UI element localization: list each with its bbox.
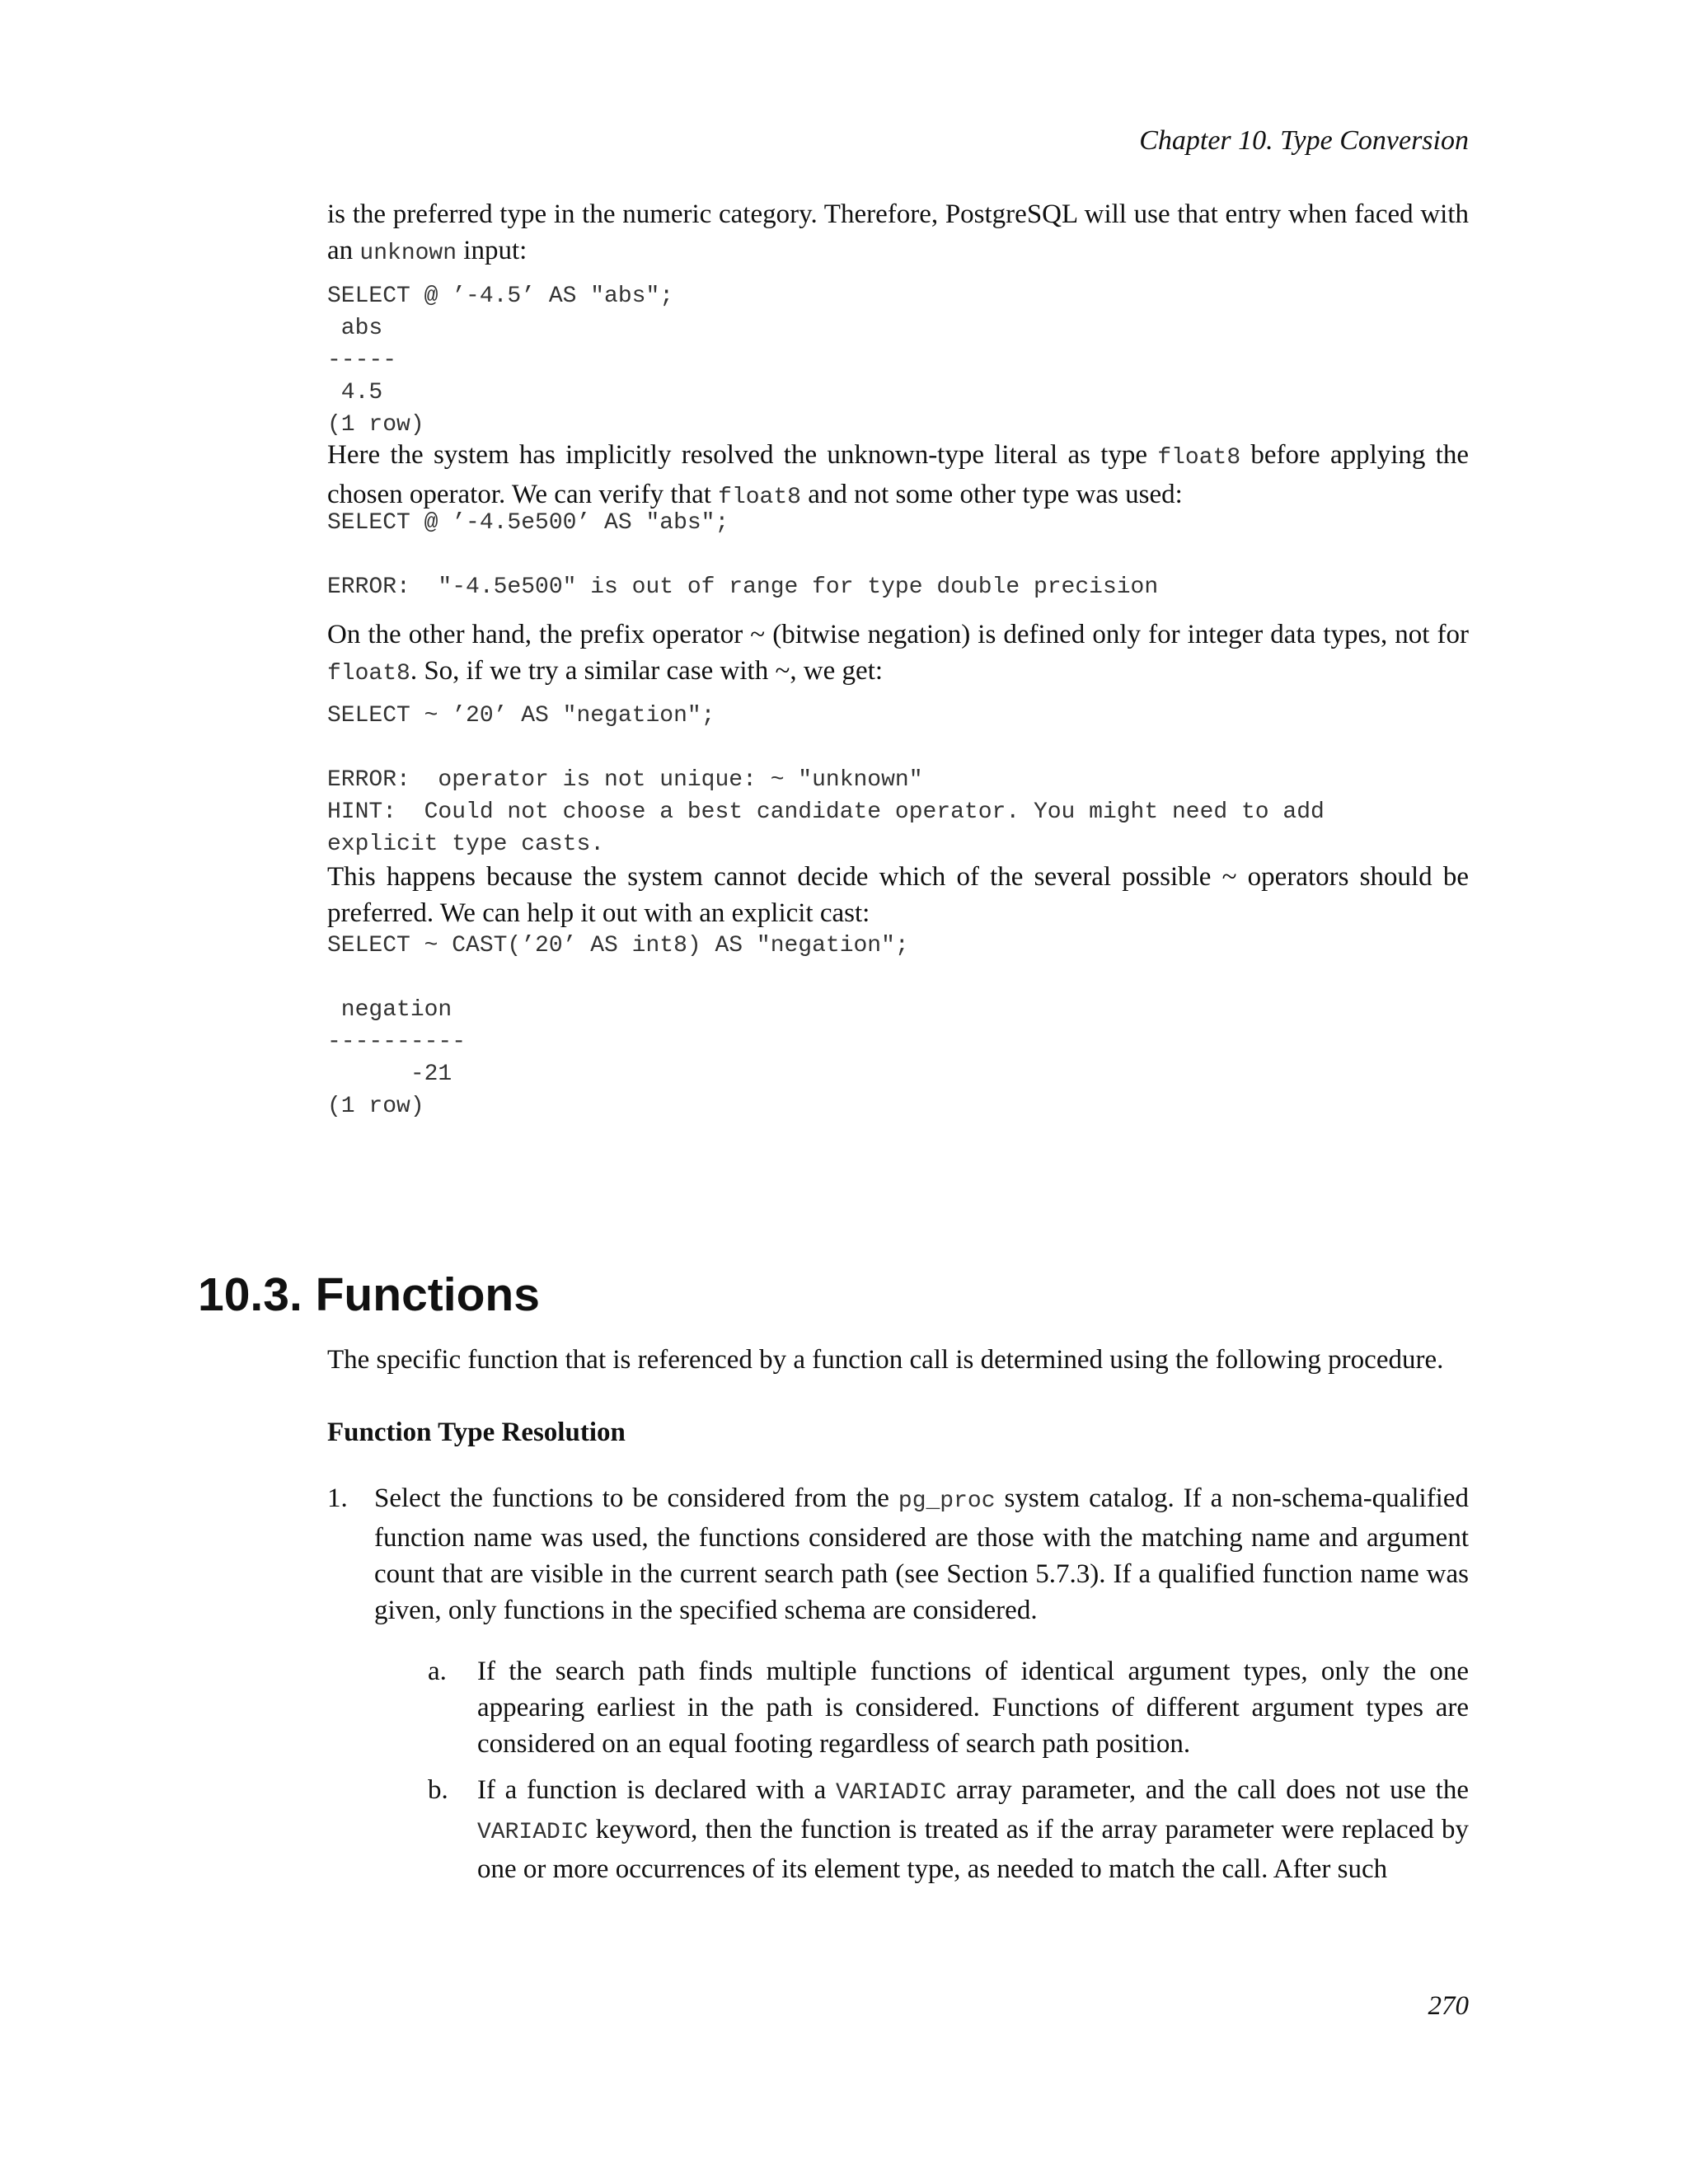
intro-paragraph-3 <box>327 616 1469 692</box>
step-text <box>374 1480 1469 1629</box>
inline-code: VARIADIC <box>835 1780 947 1806</box>
section-heading: 10.3. Functions <box>198 1268 540 1321</box>
procedure-title: Function Type Resolution <box>327 1418 626 1447</box>
inline-code: float8 <box>1157 445 1241 471</box>
step-text: If the search path finds multiple functions of identical argument types, only the one appearing earliest in the path is considered. Functions of different argument types are considered on an equal footing regardless of search path position. <box>477 1657 1469 1759</box>
step-marker: a. <box>428 1657 447 1686</box>
text-run: If a function is declared with a <box>477 1775 836 1805</box>
text-run: and not some other type was used: <box>800 480 1183 509</box>
inline-code: unknown <box>359 241 457 266</box>
intro-paragraph-2 <box>327 437 1469 516</box>
text-run: system catalog. If a non-schema-qualified function name was used, the functions considered are those with the matching name and argument count that are visible in the current search path (see Section 5.7.3). If a qualified function name was given, only functions in the specified schema are considered. <box>374 1483 1469 1625</box>
code-example-negation-cast: SELECT ~ CAST(’20’ AS int8) AS "negation"; negation ---------- -21 (1 row) <box>327 933 909 1119</box>
step-text <box>477 1772 1469 1887</box>
page-number: 270 <box>1428 1991 1469 2021</box>
text-run: before applying the chosen operator. We can verify that <box>327 440 1469 509</box>
inline-code: float8 <box>718 485 801 510</box>
step-marker: b. <box>428 1775 448 1805</box>
code-example-abs: SELECT @ ’-4.5’ AS "abs"; abs ----- 4.5 (1 row) <box>327 284 674 438</box>
section-intro: The specific function that is referenced by a function call is determined using the following procedure. <box>327 1345 1444 1375</box>
inline-code: float8 <box>327 661 410 687</box>
code-example-negation-error: SELECT ~ ’20’ AS "negation"; ERROR: operator is not unique: ~ "unknown" HINT: Could not choose a best candidate operator. You might need to add explicit type casts. <box>327 703 1325 857</box>
text-run: . So, if we try a similar case with ~, we get: <box>410 656 884 686</box>
text-run: Here the system has implicitly resolved the unknown-type literal as type <box>327 440 1158 470</box>
inline-code: pg_proc <box>898 1488 996 1514</box>
running-header: Chapter 10. Type Conversion <box>1139 125 1469 156</box>
step-marker: 1. <box>327 1483 348 1513</box>
text-run: keyword, then the function is treated as if the array parameter were replaced by one or more occurrences of its element type, as needed to match the call. After such <box>477 1815 1469 1884</box>
text-run: is the preferred type in the numeric category. Therefore, PostgreSQL will use that entry when faced with an <box>327 199 1469 265</box>
text-run: array parameter, and the call does not use the <box>946 1775 1469 1805</box>
text-run: Select the functions to be considered from the <box>374 1483 898 1513</box>
text-run: On the other hand, the prefix operator ~ (bitwise negation) is defined only for integer data types, not for <box>327 620 1469 649</box>
intro-paragraph-4: This happens because the system cannot decide which of the several possible ~ operators should be preferred. We can help it out with an explicit cast: <box>327 862 1469 928</box>
code-example-out-of-range: SELECT @ ’-4.5e500’ AS "abs"; ERROR: "-4.5e500" is out of range for type double precision <box>327 510 1159 600</box>
intro-paragraph-1 <box>327 196 1469 272</box>
text-run: input: <box>457 236 528 265</box>
inline-code: VARIADIC <box>477 1820 588 1845</box>
